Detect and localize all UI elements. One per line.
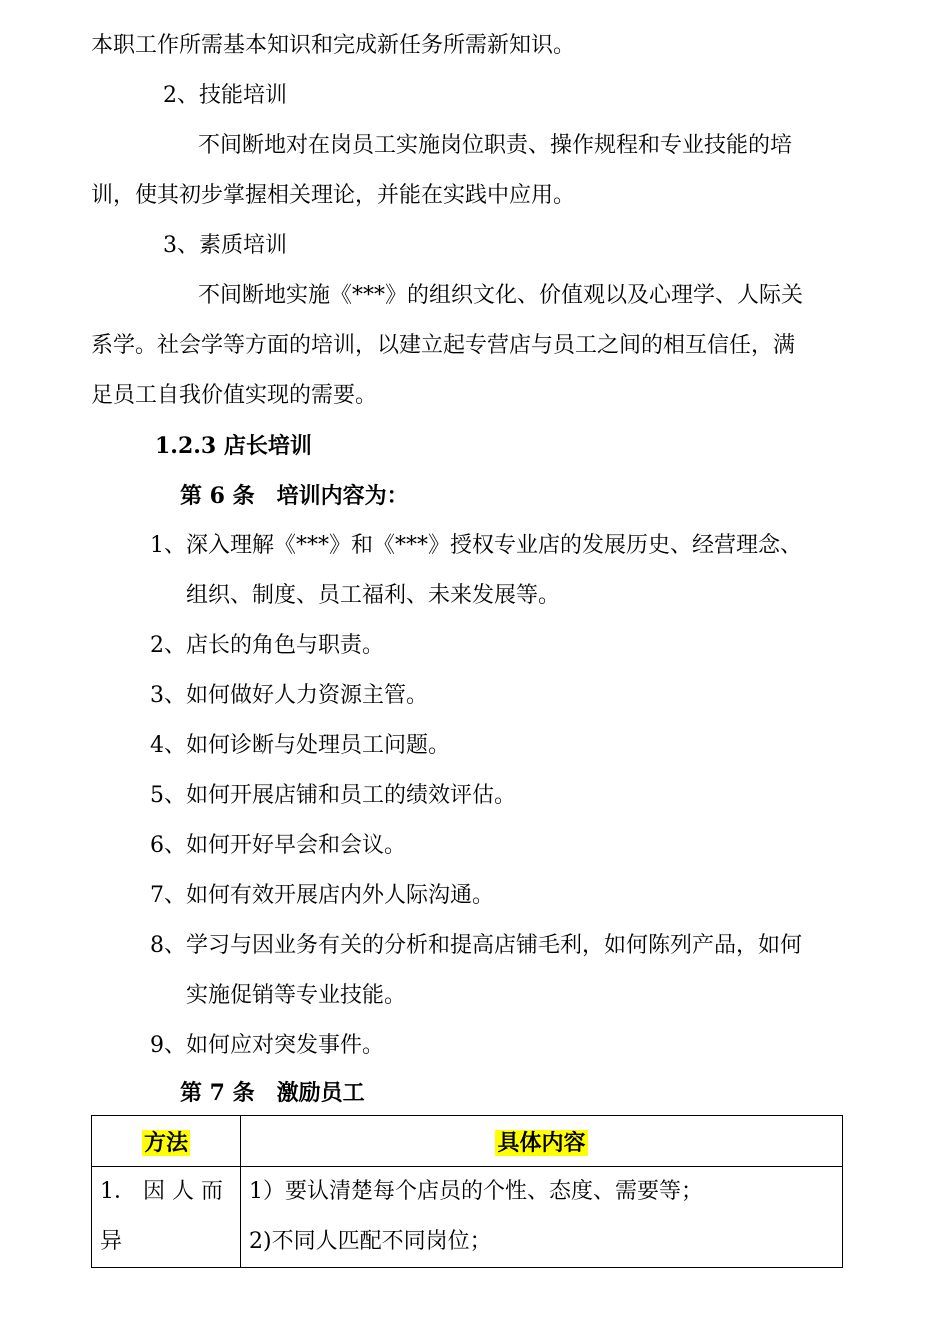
list-item-7: 7、如何有效开展店内外人际沟通。 xyxy=(150,883,494,908)
header-method xyxy=(92,1116,241,1167)
heading-skill-training: 2、技能培训 xyxy=(163,83,287,108)
heading-quality-training: 3、素质培训 xyxy=(163,233,287,258)
paragraph-intro-tail: 本职工作所需基本知识和完成新任务所需新知识。 xyxy=(91,33,576,58)
content-cell-line1: 1）要认清楚每个店员的个性、态度、需要等； xyxy=(249,1179,703,1204)
paragraph-quality-line1: 不间断地实施《***》的组织文化、价值观以及心理学、人际关 xyxy=(198,283,804,308)
method-cell xyxy=(92,1167,241,1268)
list-item-6: 6、如何开好早会和会议。 xyxy=(150,833,406,858)
list-item-8-line2: 实施促销等专业技能。 xyxy=(186,983,407,1008)
method-cell-line2: 异 xyxy=(100,1229,123,1254)
table-row xyxy=(92,1167,843,1268)
list-item-9: 9、如何应对突发事件。 xyxy=(150,1033,384,1058)
paragraph-skill-line1: 不间断地对在岗员工实施岗位职责、操作规程和专业技能的培 xyxy=(198,133,793,158)
list-item-2: 2、店长的角色与职责。 xyxy=(150,633,384,658)
paragraph-quality-line3: 足员工自我价值实现的需要。 xyxy=(91,383,378,408)
paragraph-skill-line2: 训，使其初步掌握相关理论，并能在实践中应用。 xyxy=(91,183,576,208)
article-7-title: 第 7 条 激励员工 xyxy=(180,1080,365,1106)
header-content xyxy=(241,1116,843,1167)
article-6-title: 第 6 条 培训内容为： xyxy=(180,483,409,509)
table-header-row xyxy=(92,1116,843,1167)
list-item-8-line1: 8、学习与因业务有关的分析和提高店铺毛利，如何陈列产品，如何 xyxy=(150,933,802,958)
list-item-4: 4、如何诊断与处理员工问题。 xyxy=(150,733,450,758)
list-item-5: 5、如何开展店铺和员工的绩效评估。 xyxy=(150,783,516,808)
content-cell xyxy=(241,1167,843,1268)
header-method-label: 方法 xyxy=(143,1129,188,1156)
header-content-label: 具体内容 xyxy=(497,1129,586,1156)
content-cell-line2: 2)不同人匹配不同岗位； xyxy=(249,1229,492,1254)
section-title-manager-training: 1.2.3 店长培训 xyxy=(155,433,312,459)
list-item-1-line1: 1、深入理解《***》和《***》授权专业店的发展历史、经营理念、 xyxy=(150,533,802,558)
paragraph-quality-line2: 系学。社会学等方面的培训，以建立起专营店与员工之间的相互信任，满 xyxy=(91,333,796,358)
list-item-3: 3、如何做好人力资源主管。 xyxy=(150,683,428,708)
list-item-1-line2: 组织、制度、员工福利、未来发展等。 xyxy=(186,583,561,608)
motivation-table xyxy=(91,1115,843,1268)
method-cell-line1: 1． 因 人 而 xyxy=(100,1179,223,1204)
